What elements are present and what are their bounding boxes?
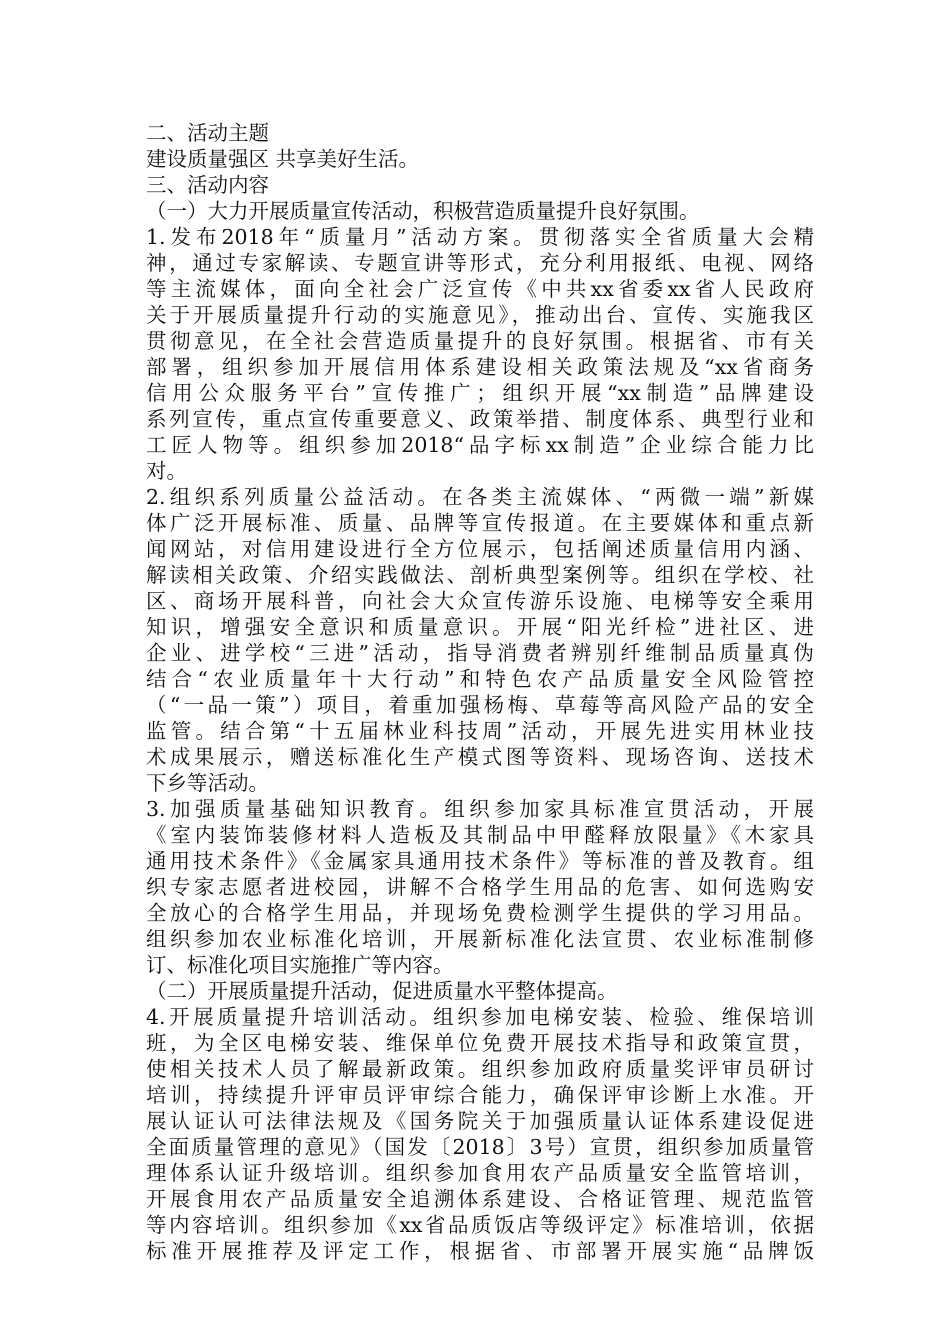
document-line: 订、标准化项目实施推广等内容。 — [146, 953, 454, 977]
document-line: 全面质量管理的意见》（国发〔2018〕3号）宣贯，组织参加质量管 — [146, 1135, 814, 1159]
document-line: 4.开展质量提升培训活动。组织参加电梯安装、检验、维保培训 — [146, 1005, 814, 1029]
document-line: 工匠人物等。组织参加2018“品字标xx制造”企业综合能力比 — [146, 433, 814, 457]
document-body — [146, 120, 814, 1264]
document-line: 体广泛开展标准、质量、品牌等宣传报道。在主要媒体和重点新 — [146, 511, 814, 535]
document-line: 1.发布2018年“质量月”活动方案。贯彻落实全省质量大会精 — [146, 225, 814, 249]
document-line: 等主流媒体，面向全社会广泛宣传《中共xx省委xx省人民政府 — [146, 277, 814, 301]
document-line: 等内容培训。组织参加《xx省品质饭店等级评定》标准培训，依据 — [146, 1213, 814, 1237]
document-line: 闻网站，对信用建设进行全方位展示，包括阐述质量信用内涵、 — [146, 537, 814, 561]
document-line: 使相关技术人员了解最新政策。组织参加政府质量奖评审员研讨 — [146, 1057, 814, 1081]
document-line: 结合“农业质量年十大行动”和特色农产品质量安全风险管控 — [146, 667, 814, 691]
document-line: 二、活动主题 — [146, 121, 269, 145]
document-line: 区、商场开展科普，向社会大众宣传游乐设施、电梯等安全乘用 — [146, 589, 814, 613]
document-line: 2.组织系列质量公益活动。在各类主流媒体、“两微一端”新媒 — [146, 485, 814, 509]
document-line: 部署，组织参加开展信用体系建设相关政策法规及“xx省商务 — [146, 355, 814, 379]
document-line: 系列宣传，重点宣传重要意义、政策举措、制度体系、典型行业和 — [146, 407, 814, 431]
document-line: 《室内装饰装修材料人造板及其制品中甲醛释放限量》《木家具 — [146, 823, 814, 847]
document-line: 下乡等活动。 — [146, 771, 269, 795]
document-line: 培训，持续提升评审员评审综合能力，确保评审诊断上水准。开 — [146, 1083, 814, 1107]
document-line: 对。 — [146, 459, 187, 483]
document-line: 关于开展质量提升行动的实施意见》，推动出台、宣传、实施我区 — [146, 303, 814, 327]
document-line: 班，为全区电梯安装、维保单位免费开展技术指导和政策宣贯， — [146, 1031, 814, 1055]
document-line: 建设质量强区 共享美好生活。 — [146, 147, 420, 171]
document-line: 组织参加农业标准化培训，开展新标准化法宣贯、农业标准制修 — [146, 927, 814, 951]
document-line: （一）大力开展质量宣传活动，积极营造质量提升良好氛围。 — [146, 199, 700, 223]
document-line: 神，通过专家解读、专题宣讲等形式，充分利用报纸、电视、网络 — [146, 251, 814, 275]
document-line: 监管。结合第“十五届林业科技周”活动，开展先进实用林业技 — [146, 719, 814, 743]
document-line: 织专家志愿者进校园，讲解不合格学生用品的危害、如何选购安 — [146, 875, 814, 899]
document-line: 三、活动内容 — [146, 173, 269, 197]
document-line: 解读相关政策、介绍实践做法、剖析典型案例等。组织在学校、社 — [146, 563, 814, 587]
document-line: 理体系认证升级培训。组织参加食用农产品质量安全监管培训， — [146, 1161, 814, 1185]
document-line: 术成果展示，赠送标准化生产模式图等资料、现场咨询、送技术 — [146, 745, 814, 769]
document-line: 通用技术条件》《金属家具通用技术条件》等标准的普及教育。组 — [146, 849, 814, 873]
document-line: 贯彻意见，在全社会营造质量提升的良好氛围。根据省、市有关 — [146, 329, 814, 353]
document-line: 标准开展推荐及评定工作，根据省、市部署开展实施“品牌饭 — [146, 1239, 814, 1263]
document-line: 3.加强质量基础知识教育。组织参加家具标准宣贯活动，开展 — [146, 797, 814, 821]
document-line: 知识，增强安全意识和质量意识。开展“阳光纤检”进社区、进 — [146, 615, 814, 639]
document-line: 开展食用农产品质量安全追溯体系建设、合格证管理、规范监管 — [146, 1187, 814, 1211]
document-line: 企业、进学校“三进”活动，指导消费者辨别纤维制品质量真伪 — [146, 641, 814, 665]
document-line: 展认证认可法律法规及《国务院关于加强质量认证体系建设促进 — [146, 1109, 814, 1133]
document-line: （二）开展质量提升活动，促进质量水平整体提高。 — [146, 979, 618, 1003]
document-line: 全放心的合格学生用品，并现场免费检测学生提供的学习用品。 — [146, 901, 814, 925]
document-line: （“一品一策”）项目，着重加强杨梅、草莓等高风险产品的安全 — [146, 693, 814, 717]
document-line: 信用公众服务平台”宣传推广；组织开展“xx制造”品牌建设 — [146, 381, 814, 405]
